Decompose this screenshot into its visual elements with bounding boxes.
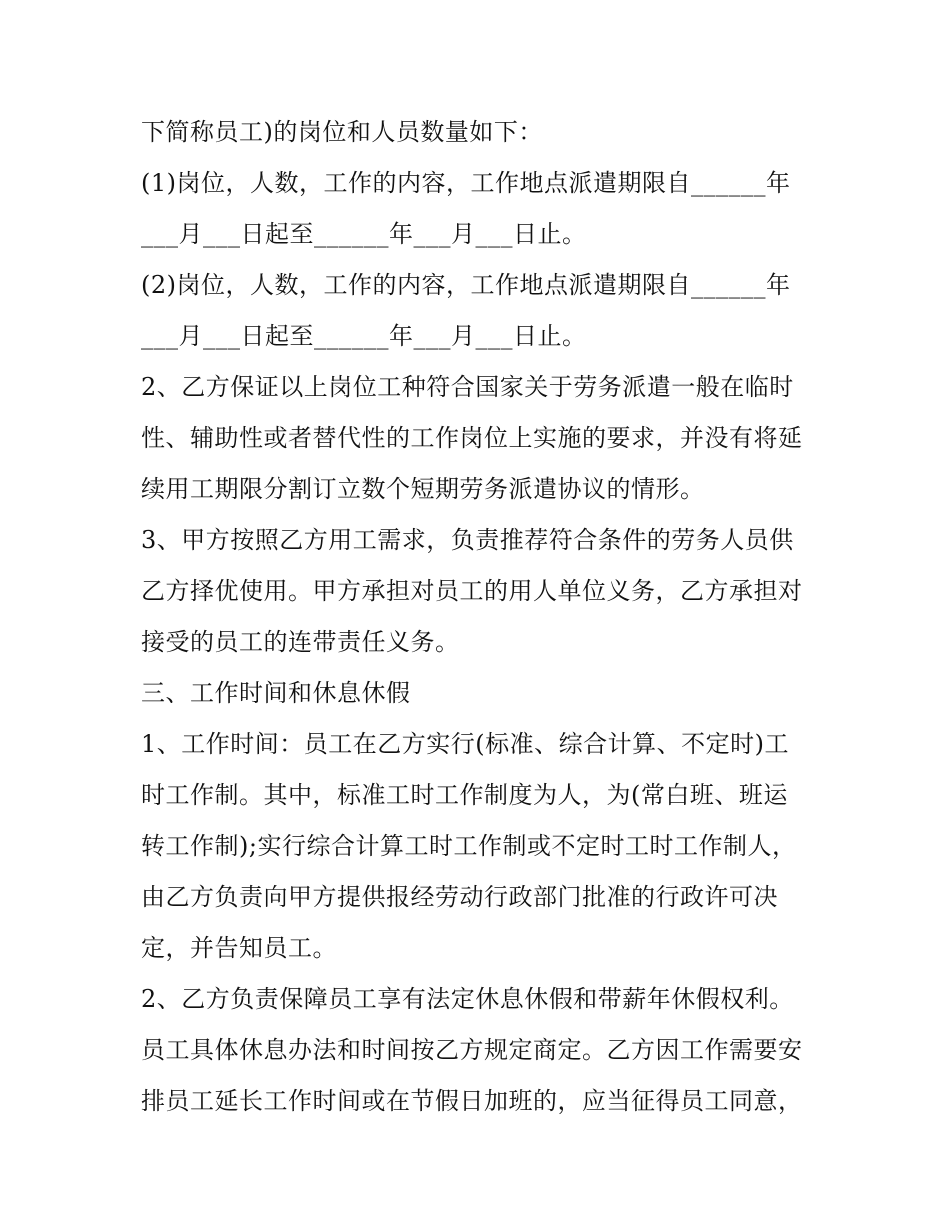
text-line: 1、工作时间：员工在乙方实行(标准、综合计算、不定时)工 — [141, 730, 789, 758]
text-line: 乙方择优使用。甲方承担对员工的用人单位义务，乙方承担对 — [141, 577, 803, 605]
text-line: 定，并告知员工。 — [141, 934, 337, 962]
text-line: 排员工延长工作时间或在节假日加班的，应当征得员工同意， — [141, 1087, 803, 1115]
text-line: 续用工期限分割订立数个短期劳务派遣协议的情形。 — [141, 475, 705, 503]
text-line: 时工作制。其中，标准工时工作制度为人，为(常白班、班运 — [141, 781, 788, 809]
text-line: ___月___日起至______年___月___日止。 — [141, 322, 587, 350]
text-line: 转工作制);实行综合计算工时工作制或不定时工时工作制人， — [141, 832, 797, 860]
text-line: 2、乙方负责保障员工享有法定休息休假和带薪年休假权利。 — [141, 985, 794, 1013]
text-line: (1)岗位，人数，工作的内容，工作地点派遣期限自______年 — [141, 169, 791, 197]
text-line: (2)岗位，人数，工作的内容，工作地点派遣期限自______年 — [141, 271, 791, 299]
text-line: 3、甲方按照乙方用工需求，负责推荐符合条件的劳务人员供 — [141, 526, 794, 554]
document-body — [141, 107, 841, 1127]
text-line: ___月___日起至______年___月___日止。 — [141, 220, 587, 248]
text-line: 2、乙方保证以上岗位工种符合国家关于劳务派遣一般在临时 — [141, 373, 794, 401]
section-heading: 三、工作时间和休息休假 — [141, 679, 411, 707]
text-line: 下简称员工)的岗位和人员数量如下： — [141, 118, 543, 146]
text-line: 员工具体休息办法和时间按乙方规定商定。乙方因工作需要安 — [141, 1036, 803, 1064]
text-line: 性、辅助性或者替代性的工作岗位上实施的要求，并没有将延 — [141, 424, 803, 452]
text-line: 接受的员工的连带责任义务。 — [141, 628, 460, 656]
text-line: 由乙方负责向甲方提供报经劳动行政部门批准的行政许可决 — [141, 883, 778, 911]
